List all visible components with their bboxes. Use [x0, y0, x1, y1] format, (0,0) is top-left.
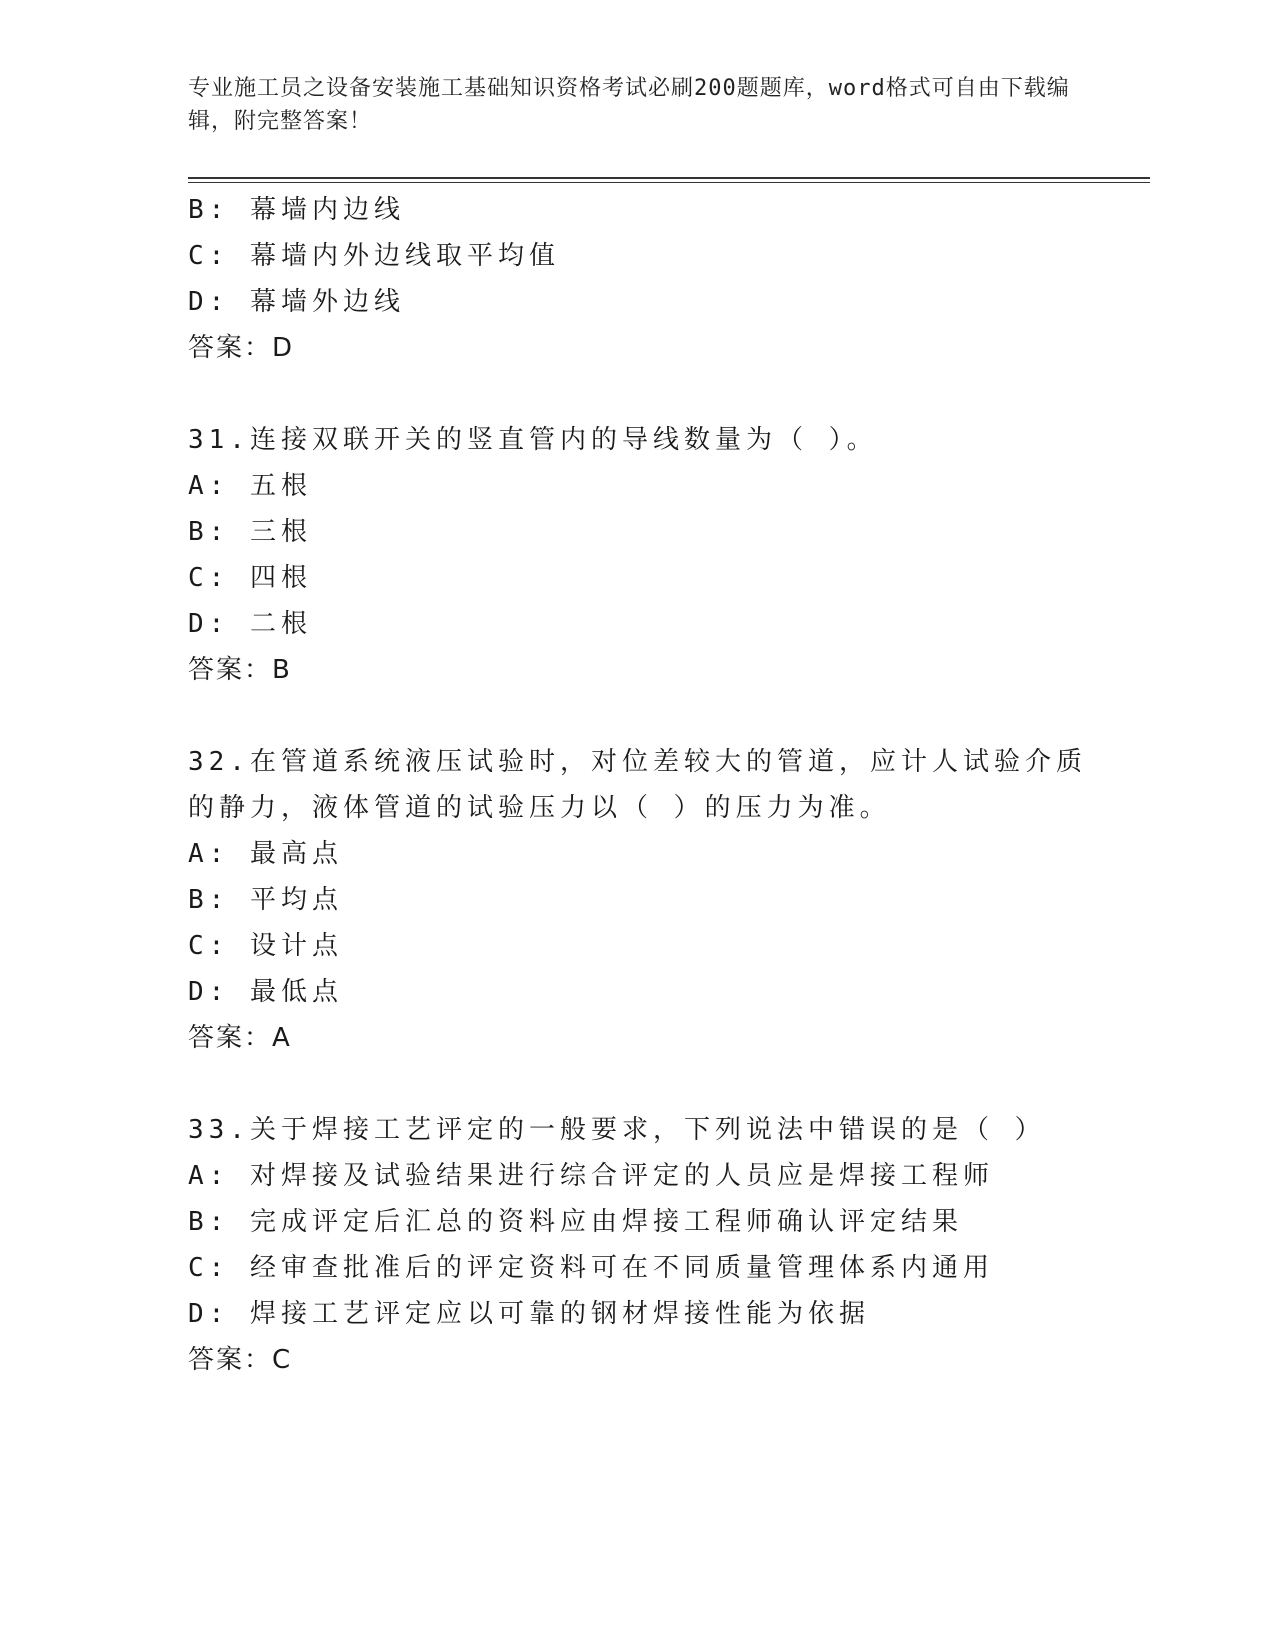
option-d: D: 二根 — [188, 609, 312, 639]
option-b: B: 幕墙内边线 — [188, 195, 405, 225]
answer-line: 答案：C — [188, 1345, 293, 1375]
option-a: A: 对焊接及试验结果进行综合评定的人员应是焊接工程师 — [188, 1161, 994, 1191]
option-b: B: 平均点 — [188, 885, 343, 915]
answer-line: 答案：D — [188, 333, 295, 363]
question-text: 33.关于焊接工艺评定的一般要求，下列说法中错误的是（ ） — [188, 1115, 1046, 1145]
page-header-title: 专业施工员之设备安装施工基础知识资格考试必刷200题题库，word格式可自由下载编辑，附完整答案！ — [188, 76, 1070, 134]
option-c: C: 设计点 — [188, 931, 343, 961]
question-text: 32.在管道系统液压试验时，对位差较大的管道，应计人试验介质的静力，液体管道的试验压力以（ ）的压力为准。 — [188, 747, 1087, 823]
option-d: D: 焊接工艺评定应以可靠的钢材焊接性能为依据 — [188, 1299, 870, 1329]
option-d: D: 幕墙外边线 — [188, 287, 405, 317]
header-divider-thick — [188, 177, 1150, 179]
option-b: B: 完成评定后汇总的资料应由焊接工程师确认评定结果 — [188, 1207, 963, 1237]
option-a: A: 五根 — [188, 471, 312, 501]
option-c: C: 幕墙内外边线取平均值 — [188, 241, 560, 271]
question-33 — [188, 1107, 1088, 1383]
option-d: D: 最低点 — [188, 977, 343, 1007]
question-text: 31.连接双联开关的竖直管内的导线数量为（ ）。 — [188, 425, 878, 455]
option-c: C: 四根 — [188, 563, 312, 593]
question-31 — [188, 417, 1088, 693]
answer-line: 答案：A — [188, 1023, 292, 1053]
option-a: A: 最高点 — [188, 839, 343, 869]
option-c: C: 经审查批准后的评定资料可在不同质量管理体系内通用 — [188, 1253, 994, 1283]
header-divider-thin — [188, 182, 1150, 183]
question-30-continued — [188, 187, 1088, 371]
question-32 — [188, 739, 1088, 1061]
answer-line: 答案：B — [188, 655, 292, 685]
option-b: B: 三根 — [188, 517, 312, 547]
question-list — [188, 187, 1088, 1383]
